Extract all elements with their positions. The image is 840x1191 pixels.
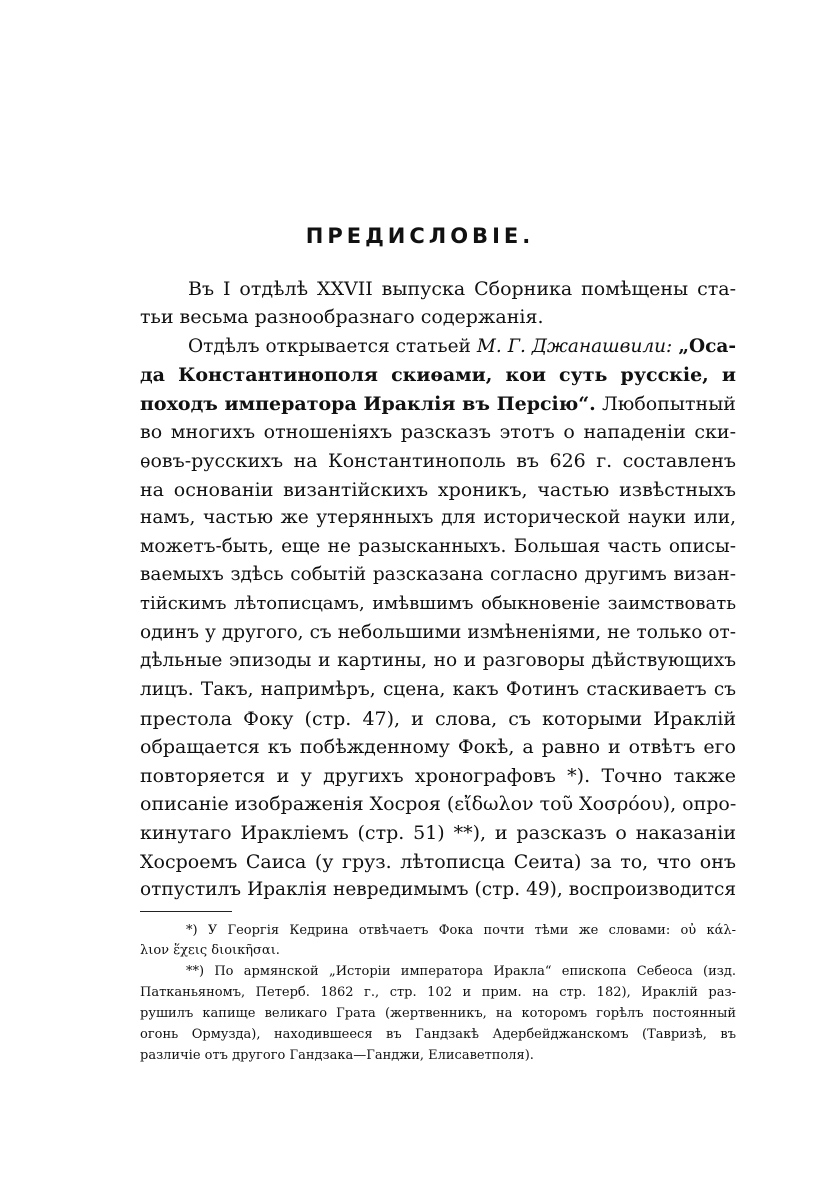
- author-name: М. Г. Джанашвили:: [476, 336, 673, 357]
- text-line: повторяется и у другихъ хронографовъ *). Точно также: [140, 765, 736, 787]
- text-line: дѣльные эпизоды и картины, но и разговоры дѣйствующихъ: [140, 650, 736, 671]
- text-line: престола Фоку (стр. 47), и слова, съ которыми Ираклій: [140, 708, 736, 730]
- footnote-line: *) У Георгія Кедрина отвѣчаетъ Фока почти тѣми же словами: οὐ κάλ-: [186, 923, 736, 938]
- text-line: на основаніи византійскихъ хроникъ, частью извѣстныхъ: [140, 479, 736, 501]
- text-fragment: опро-: [682, 793, 737, 815]
- text-line: лицъ. Такъ, напримѣръ, сцена, какъ Фотинъ стаскиваетъ съ: [140, 679, 736, 700]
- text-line: можетъ-быть, еще не разысканныхъ. Большая часть описы-: [140, 536, 736, 557]
- footnote-divider: [140, 911, 232, 912]
- article-title-end: походъ императора Ираклія въ Персію“.: [140, 393, 596, 415]
- footnote-line: огонь Ормузда), находившееся въ Гандзакѣ Адербейджанскомъ (Тавризѣ, въ: [140, 1027, 736, 1042]
- text-fragment: описаніе изображенія Хосроя: [140, 793, 441, 815]
- text-line: ѳовъ-русскихъ на Константинополь въ 626 г. составленъ: [140, 450, 736, 472]
- text-line: во многихъ отношеніяхъ разсказъ этотъ о нападеніи ски-: [140, 421, 736, 443]
- text-line: кинутаго Иракліемъ (стр. 51) **), и разсказъ о наказаніи: [140, 822, 736, 844]
- text-line: отпустилъ Ираклія невредимымъ (стр. 49), воспроизводится: [140, 879, 736, 900]
- text-line: ваемыхъ здѣсь событій разсказана согласно другимъ визан-: [140, 564, 736, 585]
- text-line: тійскимъ лѣтописцамъ, имѣвшимъ обыкновеніе заимствовать: [140, 593, 736, 614]
- greek-phrase: (εἴδωλον τοῦ Χοσρόου),: [446, 793, 677, 815]
- text-line: Въ I отдѣлѣ XXVII выпуска Сборника помѣщены ста-: [188, 278, 736, 300]
- article-title-start: „Оса-: [678, 336, 736, 357]
- text-fragment: Любопытный: [601, 393, 736, 415]
- text-line: обращается къ побѣжденному Фокѣ, а равно и отвѣтъ его: [140, 736, 736, 758]
- text-line: намъ, частью же утерянныхъ для исторической науки или,: [140, 507, 736, 528]
- text-line: одинъ у другого, съ небольшими измѣненіями, не только от-: [140, 622, 736, 643]
- text-line: [188, 333, 736, 361]
- text-line: Хосроемъ Саиса (у груз. лѣтописца Сеита) за то, что онъ: [140, 851, 736, 873]
- text-line: [140, 390, 736, 418]
- text-line: тьи весьма разнообразнаго содержанія.: [140, 306, 544, 328]
- footnote-line: рушилъ капище великаго Грата (жертвенникъ, на которомъ горѣлъ постоянный: [140, 1006, 736, 1021]
- footnote-line: λιον ἕχεις διοικῆσαι.: [140, 943, 280, 958]
- footnote-line: различіе отъ другого Гандзака—Ганджи, Елисаветполя).: [140, 1048, 534, 1063]
- text-line-bold: да Константинополя скиѳами, кои суть русскіе, и: [140, 364, 736, 386]
- footnote-line: **) По армянской „Исторіи императора Иракла“ епископа Себеоса (изд.: [186, 964, 736, 979]
- text-fragment: Отдѣлъ открывается статьей: [188, 336, 471, 357]
- text-line: [140, 790, 736, 818]
- footnote-line: Патканьяномъ, Петерб. 1862 г., стр. 102 и прим. на стр. 182), Ираклій раз-: [140, 985, 736, 1000]
- page-title: ПРЕДИСЛОВІЕ.: [305, 224, 535, 248]
